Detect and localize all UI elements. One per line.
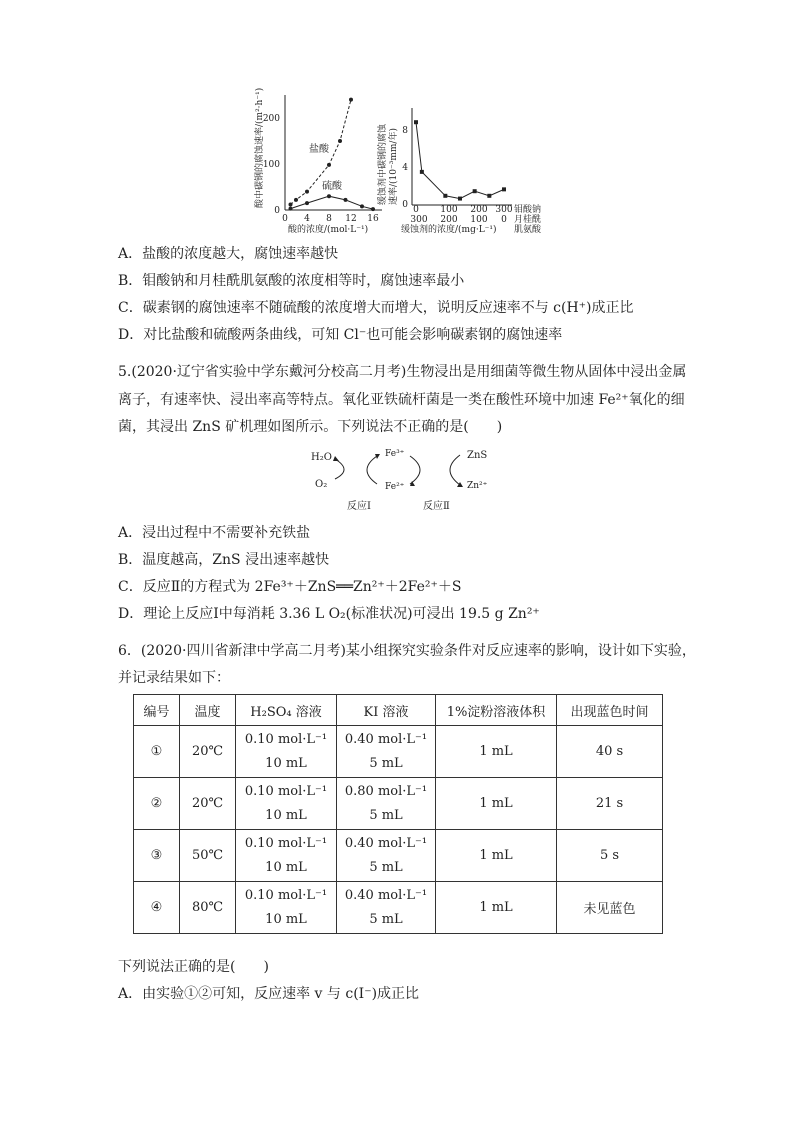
header-starch: 1%淀粉溶液体积 — [436, 695, 557, 726]
row-time: 5 s — [557, 830, 663, 882]
row-starch: 1 mL — [436, 778, 557, 830]
row-id: ④ — [134, 882, 180, 934]
ki-conc: 0.40 mol·L⁻¹ — [344, 835, 428, 851]
inhibitor-points — [414, 120, 506, 200]
h2so4-data-point — [327, 194, 331, 198]
left-x-axis-label: 酸的浓度/(mol·L⁻¹) — [288, 225, 369, 235]
left-xtick-12: 12 — [345, 214, 357, 224]
right-xtick-top-300: 300 — [495, 205, 513, 215]
q5-option-d: D．理论上反应Ⅰ中每消耗 3.36 L O₂(标准状况)可浸出 19.5 g Zn²⁺ — [118, 606, 540, 622]
ki-vol: 5 mL — [369, 911, 403, 927]
hcl-data-point — [338, 139, 342, 143]
row-ki — [337, 778, 436, 830]
inhibitor-data-point — [473, 189, 477, 193]
reaction2-label: 反应Ⅱ — [423, 501, 450, 512]
q5-stem-line1: 5.(2020·辽宁省实验中学东戴河分校高二月考)生物浸出是用细菌等微生物从固体中浸出金属 — [118, 364, 687, 380]
row-time: 21 s — [557, 778, 663, 830]
right-y-axis-label-1: 缓蚀剂中碳钢的腐蚀 — [378, 123, 388, 205]
right-xtick-bottom-200: 200 — [440, 215, 458, 225]
zns-label: ZnS — [467, 450, 488, 461]
row-h2so4 — [236, 882, 337, 934]
fe3-label: Fe³⁺ — [385, 449, 405, 459]
q5-option-a: A．浸出过程中不需要补充铁盐 — [118, 525, 311, 541]
right-xtick-top-100: 100 — [440, 205, 458, 215]
left-ytick-0: 0 — [274, 206, 280, 216]
table-row — [134, 778, 663, 830]
ki-vol: 5 mL — [369, 755, 403, 771]
q4-option-d: D．对比盐酸和硫酸两条曲线，可知 Cl⁻也可能会影响碳素钢的腐蚀速率 — [118, 327, 563, 343]
left-xtick-0: 0 — [282, 214, 288, 224]
q6-after-text: 下列说法正确的是( ) — [118, 959, 269, 975]
left-ytick-200: 200 — [262, 114, 280, 124]
ki-vol: 5 mL — [369, 807, 403, 823]
left-y-axis-label: 酸中碳钢的腐蚀速率/(m²·h⁻¹) — [255, 87, 265, 208]
right-xtick-bottom-100: 100 — [470, 215, 488, 225]
right-legend-top: 钼酸钠 — [514, 205, 542, 215]
inhibitor-data-point — [458, 197, 462, 201]
row-temp: 20℃ — [180, 726, 236, 778]
right-xtick-bottom-300: 300 — [410, 215, 428, 225]
left-xtick-4: 4 — [304, 214, 310, 224]
row-starch: 1 mL — [436, 882, 557, 934]
left-ytick-100: 100 — [262, 160, 280, 170]
corrosion-figure — [0, 0, 794, 240]
right-ytick-4: 4 — [402, 163, 408, 173]
right-legend-mid: 月桂酰 — [514, 215, 542, 225]
row-temp: 80℃ — [180, 882, 236, 934]
q4-option-c: C．碳素钢的腐蚀速率不随硫酸的浓度增大而增大，说明反应速率不与 c(H⁺)成正比 — [118, 300, 634, 316]
right-ytick-8: 8 — [402, 126, 408, 136]
h2so4-conc: 0.10 mol·L⁻¹ — [244, 783, 328, 799]
hcl-data-point — [289, 202, 293, 206]
reaction1-arc-right — [367, 456, 377, 484]
row-time: 40 s — [557, 726, 663, 778]
h2so4-label: 硫酸 — [322, 181, 342, 192]
row-id: ③ — [134, 830, 180, 882]
ki-conc: 0.40 mol·L⁻¹ — [344, 887, 428, 903]
table-header-row — [134, 695, 663, 726]
h2so4-vol: 10 mL — [265, 755, 307, 771]
hcl-data-point — [349, 98, 353, 102]
row-id: ② — [134, 778, 180, 830]
table-row — [134, 726, 663, 778]
right-ytick-0: 0 — [402, 200, 408, 210]
h2so4-vol: 10 mL — [265, 911, 307, 927]
right-chart — [376, 108, 542, 235]
experiment-table — [133, 694, 663, 934]
q6-stem-line2: 并记录结果如下： — [118, 670, 230, 686]
header-id: 编号 — [134, 695, 180, 726]
right-xtick-top-0: 0 — [413, 205, 419, 215]
reaction1-arc-left — [335, 459, 344, 479]
h2so4-data-point — [344, 198, 348, 202]
h2so4-conc: 0.10 mol·L⁻¹ — [244, 731, 328, 747]
hcl-label: 盐酸 — [309, 144, 329, 155]
row-h2so4 — [236, 778, 337, 830]
right-xtick-top-200: 200 — [470, 205, 488, 215]
left-xtick-16: 16 — [367, 214, 379, 224]
q4-option-a: A．盐酸的浓度越大，腐蚀速率越快 — [118, 246, 339, 262]
h2so4-conc: 0.10 mol·L⁻¹ — [244, 887, 328, 903]
q5-option-b: B．温度越高，ZnS 浸出速率越快 — [118, 552, 330, 568]
hcl-data-point — [294, 198, 298, 202]
inhibitor-data-point — [487, 194, 491, 198]
inhibitor-curve — [416, 122, 504, 198]
right-legend-bot: 肌氨酸 — [514, 225, 542, 235]
h2so4-vol: 10 mL — [265, 807, 307, 823]
reaction2-arc-right — [450, 455, 460, 485]
header-h2so4: H₂SO₄ 溶液 — [236, 695, 337, 726]
hcl-data-point — [305, 190, 309, 194]
row-ki — [337, 726, 436, 778]
leaching-mechanism-diagram — [305, 445, 505, 515]
row-ki — [337, 882, 436, 934]
q5-option-c: C．反应Ⅱ的方程式为 2Fe³⁺＋ZnS══Zn²⁺＋2Fe²⁺＋S — [118, 579, 462, 595]
ki-vol: 5 mL — [369, 859, 403, 875]
row-ki — [337, 830, 436, 882]
header-temp: 温度 — [180, 695, 236, 726]
reaction2-arc-left — [410, 456, 420, 484]
reaction1-label: 反应Ⅰ — [347, 501, 371, 512]
row-h2so4 — [236, 726, 337, 778]
h2so4-data-point — [289, 207, 293, 211]
q6-stem-line1: 6．(2020·四川省新津中学高二月考)某小组探究实验条件对反应速率的影响，设计如下实验， — [118, 643, 696, 659]
table-row — [134, 830, 663, 882]
q4-option-b: B．钼酸钠和月桂酰肌氨酸的浓度相等时，腐蚀速率最小 — [118, 273, 465, 289]
zn2-label: Zn²⁺ — [467, 481, 488, 491]
row-time: 未见蓝色 — [557, 882, 663, 934]
row-starch: 1 mL — [436, 830, 557, 882]
inhibitor-data-point — [443, 194, 447, 198]
q5-stem-line3: 菌，其浸出 ZnS 矿机理如图所示。下列说法不正确的是( ) — [118, 419, 503, 435]
ki-conc: 0.40 mol·L⁻¹ — [344, 731, 428, 747]
left-xtick-8: 8 — [326, 214, 332, 224]
h2o-label: H₂O — [311, 452, 332, 463]
q5-stem-line2: 离子，有速率快、浸出率高等特点。氧化亚铁硫杆菌是一类在酸性环境中加速 Fe²⁺氧化的细 — [118, 392, 685, 408]
header-ki: KI 溶液 — [337, 695, 436, 726]
table-row — [134, 882, 663, 934]
row-temp: 50℃ — [180, 830, 236, 882]
right-x-axis-label: 缓蚀剂的浓度/(mg·L⁻¹) — [401, 225, 497, 235]
q6-option-a: A．由实验①②可知，反应速率 v 与 c(I⁻)成正比 — [118, 986, 420, 1002]
fe2-label: Fe²⁺ — [385, 482, 405, 492]
h2so4-conc: 0.10 mol·L⁻¹ — [244, 835, 328, 851]
h2so4-data-point — [360, 204, 364, 208]
arrow-head-1 — [333, 456, 339, 461]
right-xtick-bottom-0: 0 — [501, 215, 507, 225]
right-y-axis-label-2: 速率/(10⁻³mm/年) — [389, 128, 399, 205]
row-id: ① — [134, 726, 180, 778]
row-starch: 1 mL — [436, 726, 557, 778]
left-chart — [253, 88, 382, 235]
inhibitor-data-point — [420, 170, 424, 174]
inhibitor-data-point — [414, 120, 418, 124]
row-h2so4 — [236, 830, 337, 882]
h2so4-data-point — [305, 201, 309, 205]
ki-conc: 0.80 mol·L⁻¹ — [344, 783, 428, 799]
inhibitor-data-point — [502, 187, 506, 191]
h2so4-data-point — [371, 207, 375, 211]
header-time: 出现蓝色时间 — [557, 695, 663, 726]
o2-label: O₂ — [315, 479, 328, 490]
row-temp: 20℃ — [180, 778, 236, 830]
h2so4-vol: 10 mL — [265, 859, 307, 875]
hcl-data-point — [327, 163, 331, 167]
